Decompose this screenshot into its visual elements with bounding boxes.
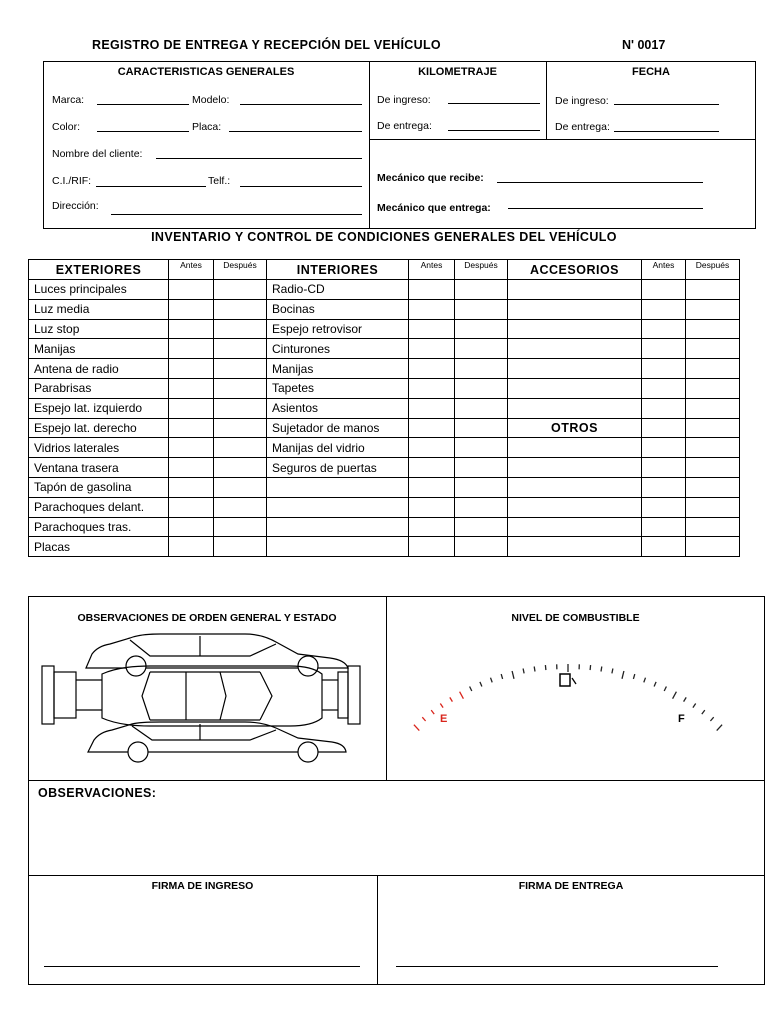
despues-cell[interactable] xyxy=(214,319,267,339)
ci-label: C.I./RIF: xyxy=(52,175,92,187)
interior-item xyxy=(267,537,409,557)
color-label: Color: xyxy=(52,121,81,133)
despues-cell[interactable] xyxy=(455,458,508,478)
antes-header: Antes xyxy=(642,260,686,280)
table-row xyxy=(29,319,740,339)
modelo-field[interactable] xyxy=(240,104,362,105)
despues-cell[interactable] xyxy=(686,537,740,557)
direccion-field[interactable] xyxy=(111,214,362,215)
despues-cell[interactable] xyxy=(455,280,508,300)
marca-label: Marca: xyxy=(52,94,85,106)
gauge-tick xyxy=(673,692,677,699)
gauge-tick xyxy=(684,697,687,701)
table-row xyxy=(29,378,740,398)
despues-cell[interactable] xyxy=(455,537,508,557)
antes-cell[interactable] xyxy=(169,458,214,478)
exterior-item: Luz stop xyxy=(29,319,169,339)
direccion-label: Dirección: xyxy=(52,200,99,212)
antes-cell[interactable] xyxy=(169,339,214,359)
table-row xyxy=(29,398,740,418)
despues-cell[interactable] xyxy=(214,418,267,438)
antes-cell[interactable] xyxy=(409,398,455,418)
placa-label: Placa: xyxy=(192,121,222,133)
antes-cell[interactable] xyxy=(169,378,214,398)
interior-item: Asientos xyxy=(267,398,409,418)
gauge-tick xyxy=(710,717,713,721)
despues-cell[interactable] xyxy=(686,280,740,300)
ci-field[interactable] xyxy=(96,186,206,187)
marca-field[interactable] xyxy=(97,104,189,105)
gauge-tick xyxy=(717,725,722,731)
mecanico-recibe-field[interactable] xyxy=(497,182,703,183)
gauge-tick xyxy=(664,687,666,692)
gauge-tick xyxy=(440,704,443,708)
accesorios-header: ACCESORIOS xyxy=(508,260,642,280)
table-row xyxy=(29,339,740,359)
antes-cell[interactable] xyxy=(642,438,686,458)
despues-cell[interactable] xyxy=(455,378,508,398)
exterior-item: Parachoques tras. xyxy=(29,517,169,537)
fuel-empty-label: E xyxy=(440,713,448,725)
despues-cell[interactable] xyxy=(686,299,740,319)
table-row xyxy=(29,359,740,379)
gauge-tick xyxy=(534,667,535,672)
antes-cell[interactable] xyxy=(642,477,686,497)
antes-cell[interactable] xyxy=(409,299,455,319)
antes-cell[interactable] xyxy=(409,497,455,517)
km-entrega-field[interactable] xyxy=(448,130,540,131)
antes-cell[interactable] xyxy=(642,378,686,398)
despues-cell[interactable] xyxy=(455,477,508,497)
accesorio-item[interactable] xyxy=(508,280,642,300)
despues-cell[interactable] xyxy=(686,398,740,418)
accesorio-item[interactable] xyxy=(508,458,642,478)
fecha-entrega-field[interactable] xyxy=(614,131,719,132)
table-row xyxy=(29,299,740,319)
antes-cell[interactable] xyxy=(169,280,214,300)
gauge-tick xyxy=(601,667,602,672)
gauge-tick xyxy=(702,710,705,714)
km-ingreso-field[interactable] xyxy=(448,103,540,104)
modelo-label: Modelo: xyxy=(192,94,230,106)
fuel-pump-icon xyxy=(560,674,570,686)
exterior-item: Parabrisas xyxy=(29,378,169,398)
combustible-header: NIVEL DE COMBUSTIBLE xyxy=(511,612,640,624)
inventory-table xyxy=(28,259,740,557)
observaciones-orden-header: OBSERVACIONES DE ORDEN GENERAL Y ESTADO xyxy=(77,612,337,624)
accesorio-item[interactable] xyxy=(508,398,642,418)
antes-cell[interactable] xyxy=(642,359,686,379)
table-row xyxy=(29,517,740,537)
antes-cell[interactable] xyxy=(642,537,686,557)
antes-cell[interactable] xyxy=(642,339,686,359)
inventory-title: INVENTARIO Y CONTROL DE CONDICIONES GENERALES DEL VEHÍCULO xyxy=(151,230,617,244)
despues-cell[interactable] xyxy=(686,497,740,517)
antes-cell[interactable] xyxy=(169,517,214,537)
car-diagram xyxy=(40,632,362,768)
antes-cell[interactable] xyxy=(642,458,686,478)
despues-cell[interactable] xyxy=(686,418,740,438)
table-row xyxy=(29,497,740,517)
interior-item: Cinturones xyxy=(267,339,409,359)
antes-cell[interactable] xyxy=(169,319,214,339)
antes-header: Antes xyxy=(169,260,214,280)
despues-header: Después xyxy=(686,260,740,280)
gauge-tick xyxy=(590,665,591,670)
table-row xyxy=(29,280,740,300)
firma-entrega-label: FIRMA DE ENTREGA xyxy=(518,880,624,892)
despues-cell[interactable] xyxy=(455,339,508,359)
table-row xyxy=(29,418,740,438)
despues-cell[interactable] xyxy=(214,378,267,398)
exterior-item: Vidrios laterales xyxy=(29,438,169,458)
table-row xyxy=(29,477,740,497)
gauge-tick xyxy=(414,725,419,731)
despues-cell[interactable] xyxy=(686,477,740,497)
antes-cell[interactable] xyxy=(642,398,686,418)
otros-header: OTROS xyxy=(508,418,642,438)
exterior-item: Placas xyxy=(29,537,169,557)
observaciones-label: OBSERVACIONES: xyxy=(38,786,157,800)
antes-cell[interactable] xyxy=(169,299,214,319)
gauge-tick xyxy=(523,669,524,674)
antes-cell[interactable] xyxy=(642,497,686,517)
kilometraje-header: KILOMETRAJE xyxy=(418,66,497,78)
general-header: CARACTERISTICAS GENERALES xyxy=(117,66,295,78)
antes-cell[interactable] xyxy=(409,438,455,458)
despues-header: Después xyxy=(455,260,508,280)
antes-cell[interactable] xyxy=(169,418,214,438)
gauge-tick xyxy=(622,671,624,679)
interior-item: Manijas xyxy=(267,359,409,379)
gauge-tick xyxy=(633,674,634,679)
interior-item: Espejo retrovisor xyxy=(267,319,409,339)
gauge-tick xyxy=(545,665,546,670)
antes-cell[interactable] xyxy=(409,319,455,339)
antes-cell[interactable] xyxy=(409,537,455,557)
gauge-tick xyxy=(512,671,514,679)
gauge-tick xyxy=(431,710,434,714)
antes-cell[interactable] xyxy=(169,359,214,379)
accesorio-item[interactable] xyxy=(508,378,642,398)
despues-cell[interactable] xyxy=(455,359,508,379)
fecha-entrega-label: De entrega: xyxy=(555,121,610,133)
accesorio-item[interactable] xyxy=(508,339,642,359)
interior-item: Bocinas xyxy=(267,299,409,319)
despues-cell[interactable] xyxy=(214,280,267,300)
despues-cell[interactable] xyxy=(455,438,508,458)
fecha-header: FECHA xyxy=(632,66,670,78)
gauge-tick xyxy=(480,682,482,687)
despues-cell[interactable] xyxy=(686,359,740,379)
despues-cell[interactable] xyxy=(214,537,267,557)
antes-cell[interactable] xyxy=(642,299,686,319)
accesorio-item[interactable] xyxy=(508,299,642,319)
interior-item: Sujetador de manos xyxy=(267,418,409,438)
fuel-full-label: F xyxy=(678,713,685,725)
gauge-tick xyxy=(491,678,493,683)
firma-ingreso-label: FIRMA DE INGRESO xyxy=(151,880,254,892)
despues-cell[interactable] xyxy=(214,477,267,497)
despues-cell[interactable] xyxy=(214,339,267,359)
telf-label: Telf.: xyxy=(208,175,231,187)
despues-cell[interactable] xyxy=(455,319,508,339)
gauge-tick xyxy=(654,682,656,687)
fuel-gauge xyxy=(412,640,732,750)
fecha-ingreso-field[interactable] xyxy=(614,104,719,105)
exterior-item: Espejo lat. derecho xyxy=(29,418,169,438)
antes-cell[interactable] xyxy=(409,359,455,379)
antes-cell[interactable] xyxy=(642,280,686,300)
interior-item: Seguros de puertas xyxy=(267,458,409,478)
despues-cell[interactable] xyxy=(455,497,508,517)
interior-item xyxy=(267,477,409,497)
antes-cell[interactable] xyxy=(409,280,455,300)
antes-cell[interactable] xyxy=(409,517,455,537)
cliente-label: Nombre del cliente: xyxy=(52,148,143,160)
gauge-tick xyxy=(612,669,613,674)
telf-field[interactable] xyxy=(240,186,362,187)
despues-cell[interactable] xyxy=(214,438,267,458)
antes-cell[interactable] xyxy=(642,418,686,438)
accesorio-item[interactable] xyxy=(508,517,642,537)
despues-cell[interactable] xyxy=(686,319,740,339)
despues-cell[interactable] xyxy=(686,438,740,458)
table-row xyxy=(29,438,740,458)
exterior-item: Manijas xyxy=(29,339,169,359)
page-title: REGISTRO DE ENTREGA Y RECEPCIÓN DEL VEHÍCULO xyxy=(92,38,441,52)
despues-cell[interactable] xyxy=(455,299,508,319)
interior-item: Tapetes xyxy=(267,378,409,398)
mecanico-recibe-label: Mecánico que recibe: xyxy=(377,172,484,184)
despues-cell[interactable] xyxy=(455,517,508,537)
accesorio-item[interactable] xyxy=(508,319,642,339)
antes-cell[interactable] xyxy=(642,517,686,537)
accesorio-item[interactable] xyxy=(508,537,642,557)
gauge-tick xyxy=(693,704,696,708)
interior-item xyxy=(267,497,409,517)
gauge-tick xyxy=(450,697,453,701)
placa-field[interactable] xyxy=(229,131,362,132)
despues-cell[interactable] xyxy=(455,418,508,438)
exterior-item: Antena de radio xyxy=(29,359,169,379)
antes-cell[interactable] xyxy=(169,477,214,497)
firma-entrega-line[interactable] xyxy=(396,966,718,967)
antes-cell[interactable] xyxy=(169,497,214,517)
despues-cell[interactable] xyxy=(214,517,267,537)
antes-cell[interactable] xyxy=(409,339,455,359)
form-number: N' 0017 xyxy=(622,38,666,52)
exterior-item: Ventana trasera xyxy=(29,458,169,478)
despues-cell[interactable] xyxy=(214,497,267,517)
exterior-item: Parachoques delant. xyxy=(29,497,169,517)
firma-ingreso-line[interactable] xyxy=(44,966,360,967)
exterior-item: Espejo lat. izquierdo xyxy=(29,398,169,418)
table-row xyxy=(29,458,740,478)
despues-cell[interactable] xyxy=(214,398,267,418)
gauge-tick xyxy=(470,687,472,692)
interiores-header: INTERIORES xyxy=(267,260,409,280)
antes-cell[interactable] xyxy=(409,418,455,438)
mecanico-entrega-label: Mecánico que entrega: xyxy=(377,202,491,214)
exteriores-header: EXTERIORES xyxy=(29,260,169,280)
interior-item xyxy=(267,517,409,537)
despues-cell[interactable] xyxy=(686,378,740,398)
antes-cell[interactable] xyxy=(409,458,455,478)
antes-header: Antes xyxy=(409,260,455,280)
accesorio-item[interactable] xyxy=(508,359,642,379)
exterior-item: Tapón de gasolina xyxy=(29,477,169,497)
antes-cell[interactable] xyxy=(169,537,214,557)
gauge-tick xyxy=(501,674,502,679)
despues-cell[interactable] xyxy=(686,458,740,478)
antes-cell[interactable] xyxy=(409,477,455,497)
despues-header: Después xyxy=(214,260,267,280)
fecha-ingreso-label: De ingreso: xyxy=(555,95,609,107)
exterior-item: Luces principales xyxy=(29,280,169,300)
despues-cell[interactable] xyxy=(214,299,267,319)
despues-cell[interactable] xyxy=(214,359,267,379)
km-entrega-label: De entrega: xyxy=(377,120,432,132)
antes-cell[interactable] xyxy=(642,319,686,339)
exterior-item: Luz media xyxy=(29,299,169,319)
accesorio-item[interactable] xyxy=(508,477,642,497)
color-field[interactable] xyxy=(97,131,189,132)
gauge-tick xyxy=(422,717,425,721)
antes-cell[interactable] xyxy=(409,378,455,398)
interior-item: Radio-CD xyxy=(267,280,409,300)
despues-cell[interactable] xyxy=(455,398,508,418)
despues-cell[interactable] xyxy=(686,517,740,537)
table-row xyxy=(29,537,740,557)
cliente-field[interactable] xyxy=(156,158,362,159)
km-ingreso-label: De ingreso: xyxy=(377,94,431,106)
accesorio-item[interactable] xyxy=(508,497,642,517)
interior-item: Manijas del vidrio xyxy=(267,438,409,458)
gauge-tick xyxy=(644,678,646,683)
gauge-tick xyxy=(460,692,464,699)
accesorio-item[interactable] xyxy=(508,438,642,458)
despues-cell[interactable] xyxy=(214,458,267,478)
antes-cell[interactable] xyxy=(169,398,214,418)
antes-cell[interactable] xyxy=(169,438,214,458)
despues-cell[interactable] xyxy=(686,339,740,359)
mecanico-entrega-field[interactable] xyxy=(508,208,703,209)
